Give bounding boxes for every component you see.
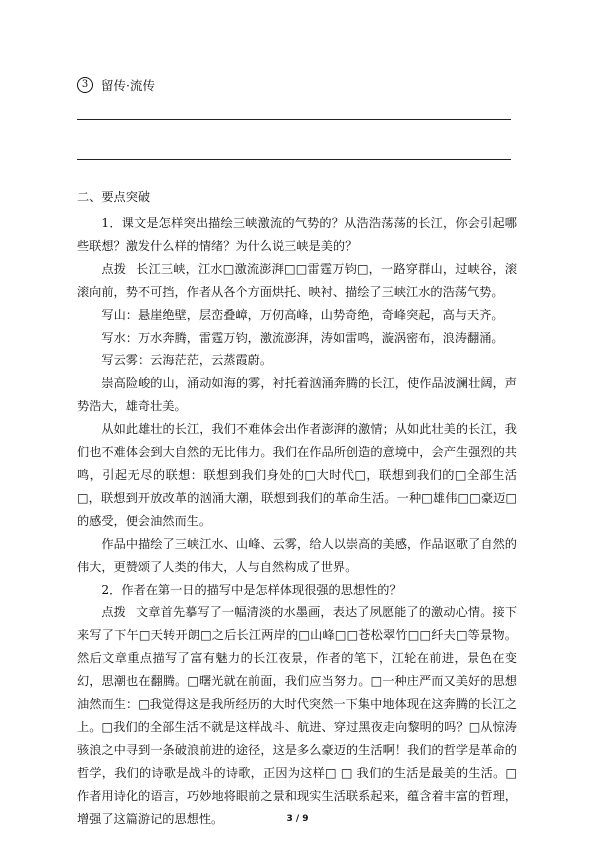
q2-hint xyxy=(77,601,517,830)
answer-line xyxy=(77,159,511,160)
vocab-item-3 xyxy=(77,76,155,94)
page-number: 3 / 9 xyxy=(286,814,309,824)
answer-line xyxy=(77,119,511,120)
hint-label: 点拨 xyxy=(101,605,126,620)
q2-question: 2．作者在第一日的描写中是怎样体现很强的思想性的？ xyxy=(101,582,402,597)
q1-hint xyxy=(77,258,517,304)
circled-number: 3 xyxy=(77,77,93,93)
q1-summary: 崇高险峻的山，涌动如海的雾，衬托着汹涌奔腾的长江，使作品波澜壮阔，声势浩大，雄奇壮美。 xyxy=(77,376,517,414)
hint-label: 点拨 xyxy=(101,261,127,276)
q1-hint-text: 长江三峡，江水□激流澎湃□□雷霆万钧□，一路穿群山，过峡谷，滚滚向前，势不可挡，作者从各个方面烘托、映衬、描绘了三峡江水的浩荡气势。 xyxy=(77,261,518,299)
q2-hint-text: 文章首先摹写了一幅清淡的水墨画，表达了夙愿能了的激动心情。接下来写了下午□天转开朗□之后长江两岸的□山峰□□苍松翠竹□□纤夫□等景物。然后文章重点描写了富有魅力的长江夜景，作者的笔下，江轮在前进，景色在变幻，思潮也在翻腾。□曙光就在前面，我们应当努力。□一种庄严而又美好的思想油然而生：□我觉得这是我所经历的大时代突然一下集中地体现在这奔腾的长江之上。□我们的全部生活不就是这样战斗、航进、穿过黑夜走向黎明的吗？□从惊涛骇浪之中寻到一条破浪前进的途径，这是多么豪迈的生活啊！我们的哲学是革命的哲学，我们的诗歌是战斗的诗歌，正因为这样□ □ 我们的生活是最美的生活。□作者用诗化的语言，巧妙地将眼前之景和现实生活联系起来，蕴含着丰富的哲理，增强了这篇游记的思想性。 xyxy=(77,605,518,826)
vocab-item-text: 留传·流传 xyxy=(101,78,155,93)
q1-cloud: 写云雾：云海茫茫，云蒸霞蔚。 xyxy=(101,353,273,368)
section-title: 二、要点突破 xyxy=(77,190,151,204)
q1-mountain: 写山：悬崖绝壁，层峦叠嶂，万仞高峰，山势奇绝，奇峰突起，高与天齐。 xyxy=(101,307,504,322)
q1-conclusion: 作品中描绘了三峡江水、山峰、云雾，给人以崇高的美感，作品讴歌了自然的伟大，更赞颂了人类的伟大，人与自然构成了世界。 xyxy=(77,536,517,574)
body-text xyxy=(77,212,517,830)
q1-question: 1．课文是怎样突出描绘三峡激流的气势的？从浩浩荡荡的长江，你会引起哪些联想？激发什么样的情绪？为什么说三峡是美的？ xyxy=(77,216,517,253)
q1-association: 从如此雄壮的长江，我们不难体会出作者澎湃的激情；从如此壮美的长江，我们也不难体会到大自然的无比伟力。我们在作品所创造的意境中，会产生强烈的共鸣，引起无尽的联想：联想到我们身处的□大时代□，联想到我们的□全部生活□，联想到开放改革的汹涌大潮，联想到我们的革命生活。一种□雄伟□□豪迈□的感受，便会油然而生。 xyxy=(77,422,517,528)
q1-water: 写水：万水奔腾，雷霆万钧，激流澎湃，涛如雷鸣，漩涡密布，浪涛翻涌。 xyxy=(101,330,504,345)
